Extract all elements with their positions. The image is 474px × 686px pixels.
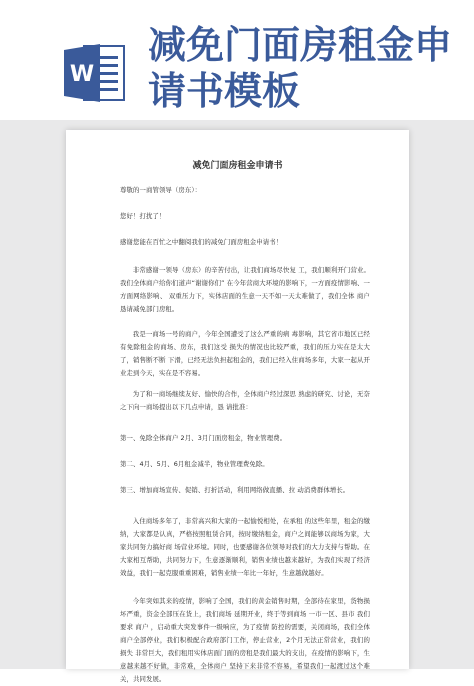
title-line-2: 请书模板 — [148, 69, 301, 113]
intro-line: 感谢您能在百忙之中翻阅我们的减免门面房租金申请书！ — [120, 238, 283, 246]
word-icon — [62, 40, 128, 106]
page-title — [148, 22, 468, 114]
word-icon-letter: W — [69, 62, 95, 87]
title-line-1: 减免门面房租金申 — [148, 23, 453, 67]
paragraph-request: 为了和一商场继续友好、愉快的合作，全体商户经过深思 熟虑的研究、讨论，无奈之下向一商场提出以下几点申请，恳 请批准： — [120, 390, 370, 411]
request-item-3: 第三、增加商场宣传、促销、打折活动，利用网络做直播、拉 动消费群体增长。 — [120, 486, 350, 494]
page-header — [0, 0, 474, 120]
greeting: 您好！打扰了！ — [120, 212, 166, 220]
request-item-1: 第一、免除全体商户 2月、3月门面房租金，物业管理费。 — [120, 434, 287, 442]
paragraph-thanks: 非常感谢一领导（房东）的辛苦付出，让我们商场尽快复 工，我们顺利开门营业。我们全体商户给你们道声“谢谢你们” 在今年营商大环境的影响下，一方面疫情影响、一方面网络影响、 双重压力下，实体店面的生意一天不如一天太难做了，我们全体 商户恳请减免部门房租。 — [120, 266, 370, 313]
request-item-2: 第二、4月、5月、6月租金减半，物业管理费免除。 — [120, 460, 269, 468]
salutation: 尊敬的一商管领导（房东）： — [120, 186, 202, 194]
document-title: 减免门面房租金申请书 — [192, 161, 283, 171]
paragraph-history: 入住商场多年了，非常高兴和大家的一起愉悦相处，在承租 的这些年里，租金的缴纳，大家都是认真，严格按照租赁合同，按时缴纳租金，商户之间能够以商场为家，大家共同努力搞好商 场营业环境。同时，也要感谢各位领导对我们的大力支持与帮助。在大家相互帮助，共同努力下，生意逐渐顺利，销售业绩也越来越好，为我们实现了经济效益，我们一起克服重重困难，销售业绩一年比一年好，生意越做越好。 — [120, 517, 370, 577]
paragraph-situation: 我是一商场一号的商户，今年全国遭受了这么严重的病 毒影响，其它省市地区已经有免除租金的商场、房东，我们这受 损失的情况也比较严重，我们的压力实在是太大了，销售断不断 下滑，已经无法负担起租金的，我们已经入住商场多年，大家一起从开业走到今天，实在是不容易。 — [120, 330, 370, 377]
document-page[interactable] — [66, 130, 409, 683]
paragraph-epidemic: 今年突如其来的疫情，影响了全国，我们的黄金销售时期，全部待在家里，货物损坏严重，资金全部压在货上，我们商场 延期开业，终于等到商场 一市一区、县市 我们要求 商户 ，启动重大突发事件一级响应，为了疫情 防控的需要，关闭商场，我们全体商户全部停业，我们积极配合政府部门工作，停止营业，2个月无法正常营业，我们的损失 非常巨大，我们租用实体店面门面的房租是我们最大的支出，在疫情的影响下，生意越来越不好做，非常难，全体商户 坚持下来非常不容易，希望我们一起渡过这个难关，共同发展。 — [120, 597, 370, 683]
